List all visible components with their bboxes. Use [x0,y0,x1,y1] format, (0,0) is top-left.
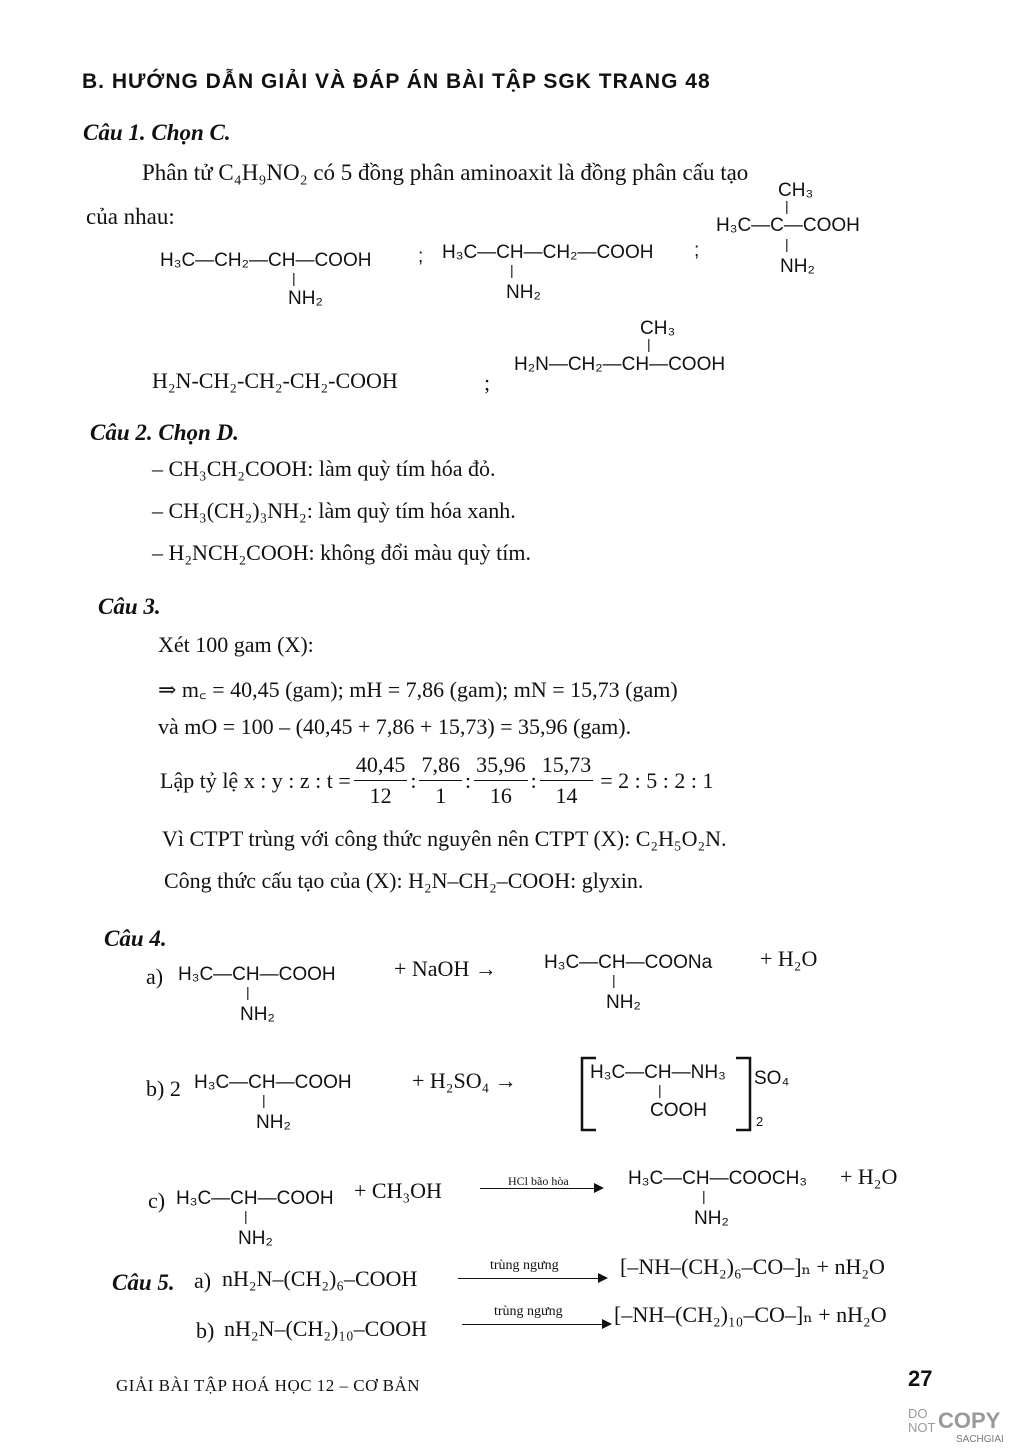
colon: : [410,767,417,793]
bond-vertical: | [702,1188,706,1204]
cau4a-reactant-amino: NH₂ [240,1004,275,1025]
page-number: 27 [908,1366,933,1391]
structure-1-amino: NH₂ [288,288,323,309]
cau2-line1: – CH₃CH₂COOH: làm quỳ tím hóa đỏ. [152,456,496,481]
fraction-o: $\frac{35,96}{16}$ [476,752,526,808]
cau5b-reactant: nH₂N–(CH₂)₁₀–COOH [224,1316,428,1341]
cau4b-reagent: + H₂SO₄ → [412,1068,517,1093]
bond-vertical: | [658,1082,662,1098]
bond-vertical: | [785,198,789,214]
cau5b-condition: trùng ngưng [494,1304,563,1319]
cau4b-reactant: H₃C—CH—COOH [194,1072,352,1093]
cau4c-reactant-amino: NH₂ [238,1228,273,1249]
cau4-label: Câu 4. [104,926,167,951]
cau2-line2: – CH₃(CH₂)₃NH₂: làm quỳ tím hóa xanh. [152,498,516,523]
cau4c-water: + H₂O [840,1164,898,1189]
cau4a-water: + H₂O [760,946,818,971]
cau4a-reagent: + NaOH → [394,956,497,981]
ratio-prefix: Lập tỷ lệ x : y : z : t = [160,767,351,793]
section-title: B. HƯỚNG DẪN GIẢI VÀ ĐÁP ÁN BÀI TẬP SGK TRANG 48 [82,70,711,93]
cau1-label: Câu 1. Chọn C. [83,120,231,145]
cau4c-reagent: + CH₃OH [354,1178,442,1203]
cau1-line1: Phân tử C₄H₉NO₂ có 5 đồng phân aminoaxit là đồng phân cấu tạo [142,160,749,185]
bond-vertical: | [244,1208,248,1224]
cau4a-product: H₃C—CH—COONa [544,952,713,973]
svg-text:SACHGIAI: SACHGIAI [956,1434,1004,1444]
cau1-line2: của nhau: [86,204,175,229]
cau4b-subscript: 2 [756,1114,764,1129]
bond-vertical: | [246,984,250,1000]
structure-3-amino: NH₂ [780,256,815,277]
cau4c-product: H₃C—CH—COOCH₃ [628,1168,808,1189]
cau3-label: Câu 3. [98,594,161,619]
cau5b-label: b) [196,1318,215,1343]
bond-vertical: | [292,270,296,286]
cau5a-condition: trùng ngưng [490,1258,559,1273]
bond-vertical: | [785,236,789,252]
watermark-logo-graphic [906,1402,1014,1444]
bond-vertical: | [262,1092,266,1108]
cau3-line3: và mO = 100 – (40,45 + 7,86 + 15,73) = 35,96 (gam). [158,714,632,739]
cau4c-reactant: H₃C—CH—COOH [176,1188,334,1209]
structure-4: H₂N-CH₂-CH₂-CH₂-COOH [152,368,398,393]
cau4b-label: b) 2 [146,1076,181,1101]
cau4a-reactant: H₃C—CH—COOH [178,964,336,985]
cau4b-reactant-amino: NH₂ [256,1112,291,1133]
fraction-h: $\frac{7,86}{1}$ [421,752,460,808]
cau2-label: Câu 2. Chọn D. [90,420,239,445]
cau5-label: Câu 5. [112,1270,175,1295]
cau4b-product-carboxyl: COOH [650,1100,707,1121]
cau3-line6: Công thức cấu tạo của (X): H₂N–CH₂–COOH: glyxin. [164,868,644,893]
bond-vertical: | [510,262,514,278]
structure-2-amino: NH₂ [506,282,541,303]
cau3-line5: Vì CTPT trùng với công thức nguyên nên CTPT (X): C₂H₅O₂N. [162,826,727,851]
reaction-arrow [462,1324,610,1325]
reaction-arrow [480,1188,602,1189]
ratio-result: = 2 : 5 : 2 : 1 [600,767,714,793]
svg-text:COPY: COPY [938,1408,1001,1433]
cau4b-sulfate: SO₄ [754,1068,790,1089]
cau3-line1: Xét 100 gam (X): [158,632,314,657]
separator: ; [694,240,700,261]
svg-text:NOT: NOT [908,1420,936,1435]
fraction-n: $\frac{15,73}{14}$ [541,752,592,808]
svg-text:DO: DO [908,1406,928,1421]
structure-5-methyl: CH₃ [640,318,676,339]
fraction-c: $\frac{40,45}{12}$ [355,752,406,808]
cau4c-condition: HCl bão hòa [508,1174,569,1188]
ratio-line [160,752,713,809]
cau2-line3: – H₂NCH₂COOH: không đổi màu quỳ tím. [152,540,531,565]
colon: : [530,767,537,793]
cau5a-reactant: nH₂N–(CH₂)₆–COOH [222,1266,418,1291]
structure-1-chain: H₃C—CH₂—CH—COOH [160,250,372,271]
separator: ; [418,246,424,267]
cau5a-label: a) [194,1268,212,1293]
structure-5-chain: H₂N—CH₂—CH—COOH [514,354,726,375]
colon: : [464,767,472,793]
watermark-logo [906,1402,1014,1444]
cau4c-product-amino: NH₂ [694,1208,729,1229]
cau4a-label: a) [146,964,164,989]
cau3-line2: ⇒ m꜀ = 40,45 (gam); mH = 7,86 (gam); mN = 15,73 (gam) [158,677,678,702]
cau4c-label: c) [148,1188,166,1213]
cau5a-product: [–NH–(CH₂)₆–CO–]ₙ + nH₂O [620,1254,885,1279]
cau4b-product-chain: H₃C—CH—NH₃ [590,1062,726,1083]
structure-3-methyl: CH₃ [778,180,814,201]
cau5b-product: [–NH–(CH₂)₁₀–CO–]ₙ + nH₂O [614,1302,887,1327]
structure-2-chain: H₃C—CH—CH₂—COOH [442,242,654,263]
bond-vertical: | [647,336,651,352]
bond-vertical: | [612,972,616,988]
separator: ; [484,370,491,395]
right-bracket [734,1056,754,1132]
reaction-arrow [458,1278,606,1279]
cau4a-product-amino: NH₂ [606,992,641,1013]
book-title-footer: GIẢI BÀI TẬP HOÁ HỌC 12 – CƠ BẢN [116,1376,421,1395]
structure-3-chain: H₃C—C—COOH [716,215,860,236]
